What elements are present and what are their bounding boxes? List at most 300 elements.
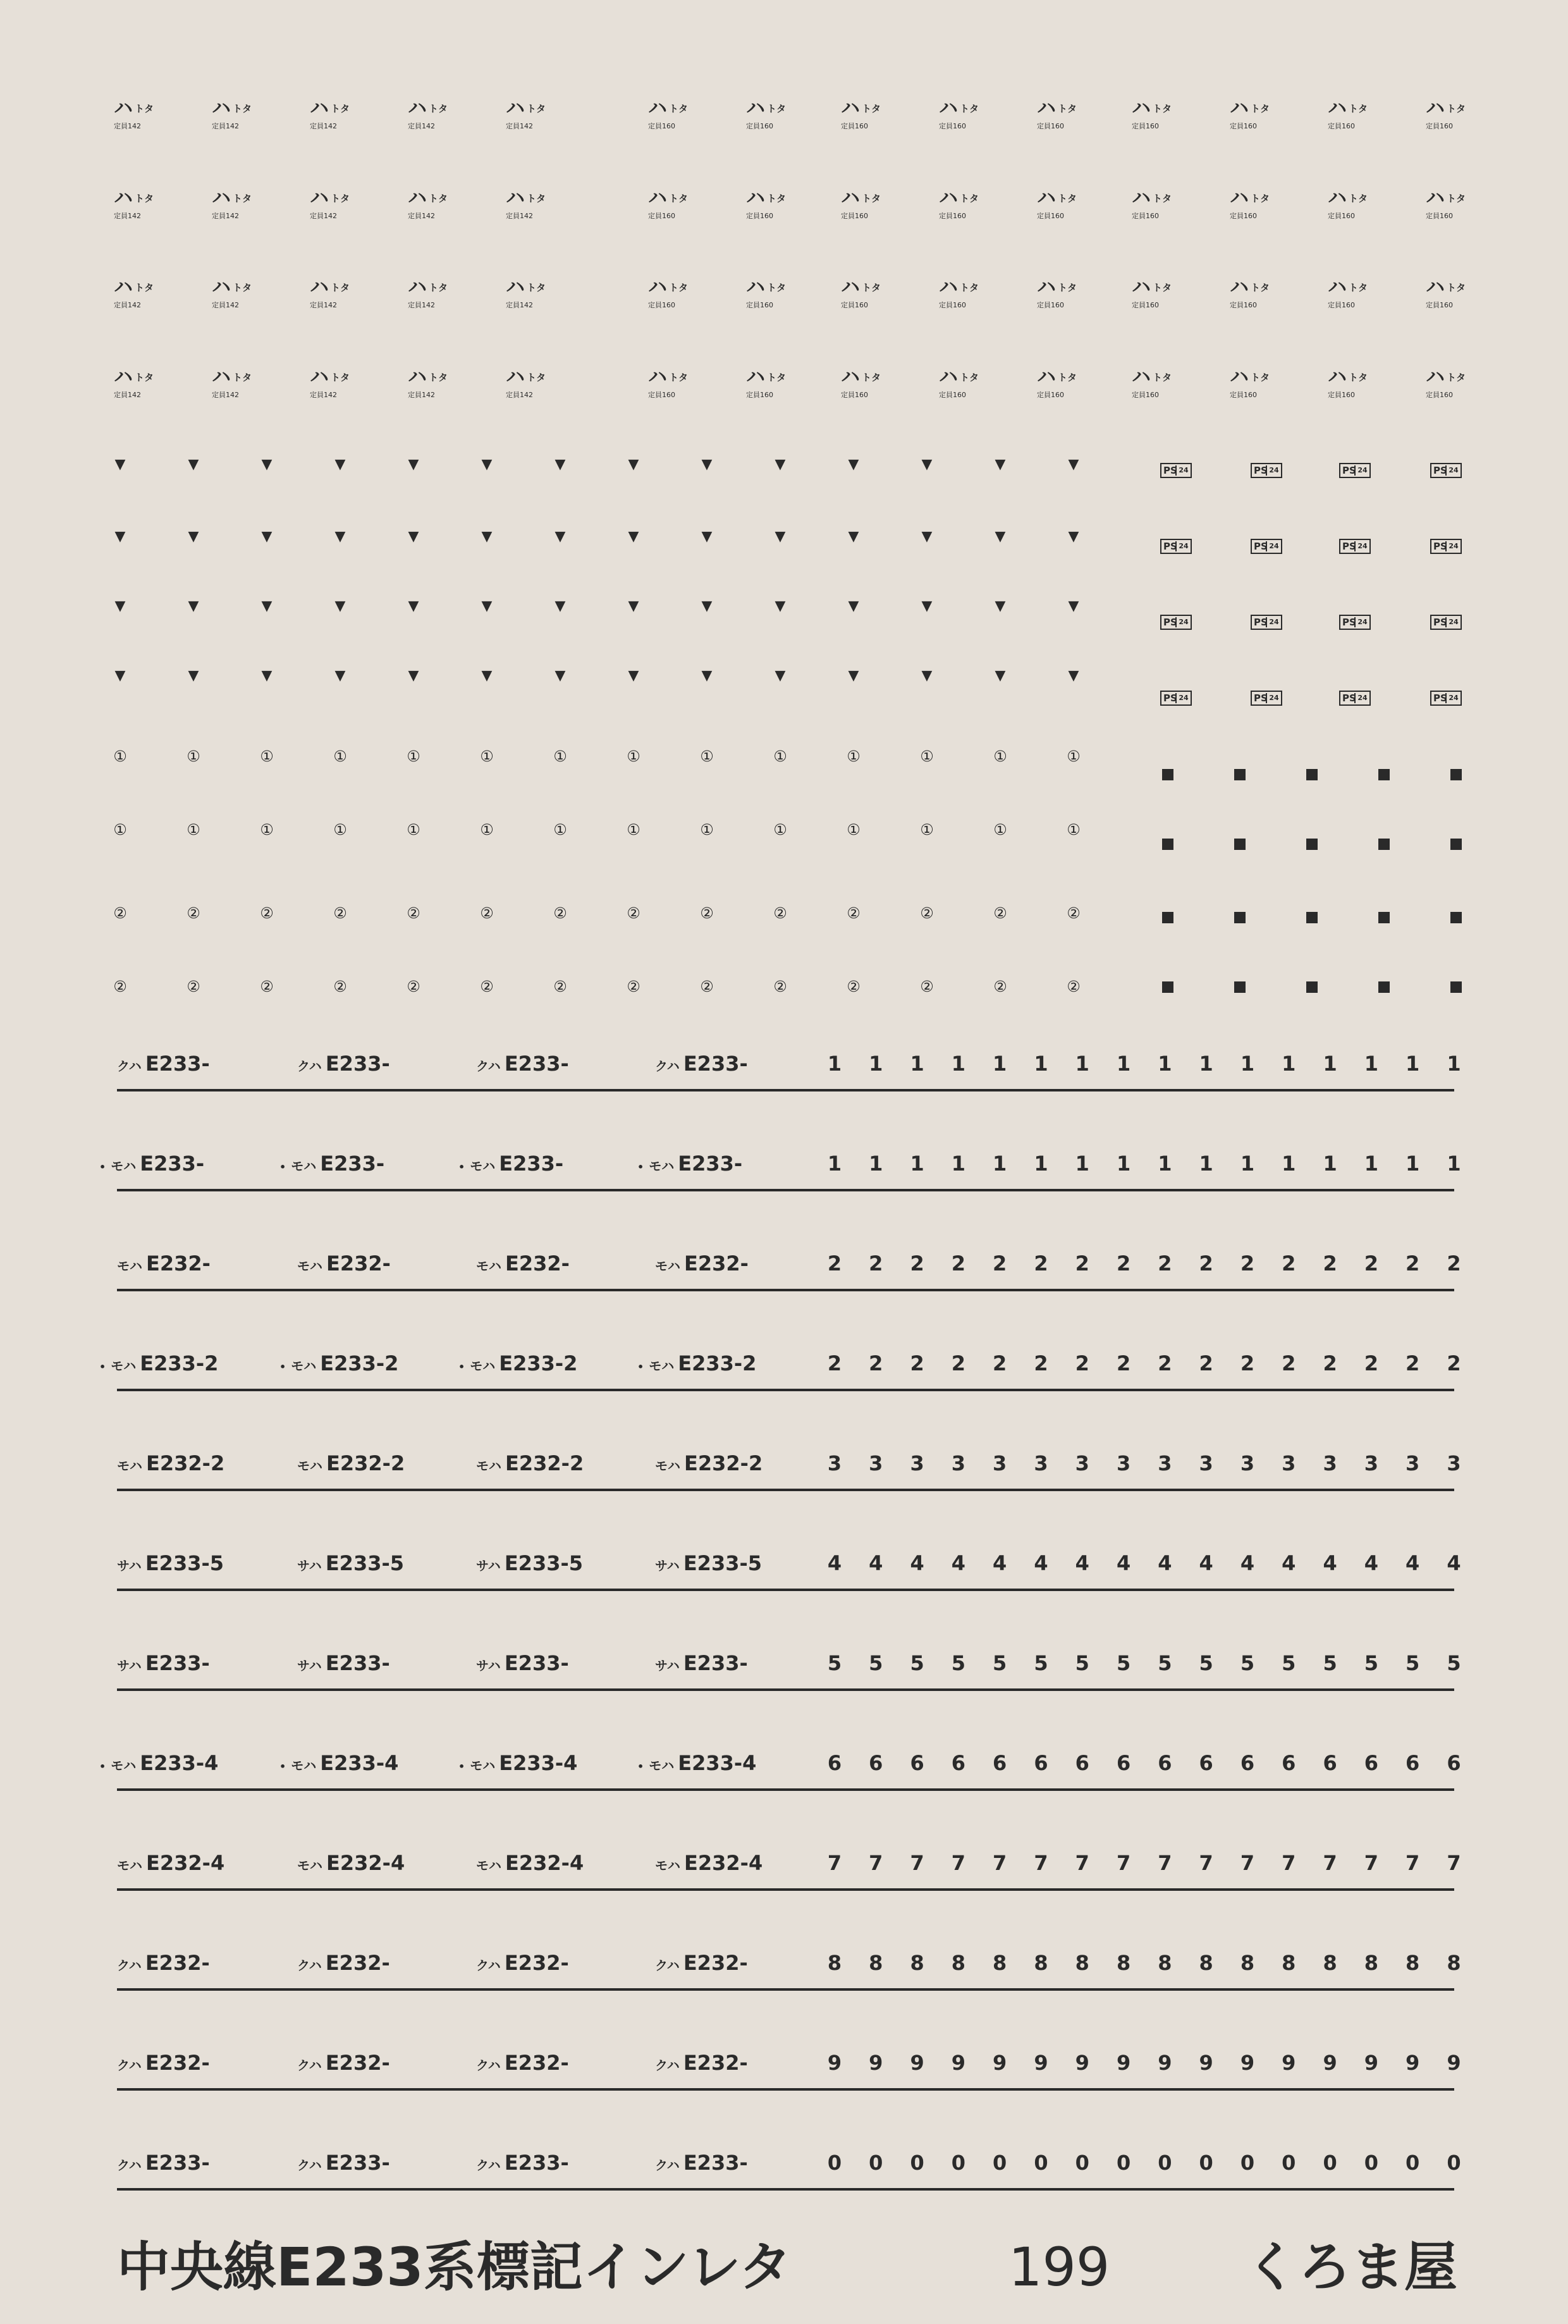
square-mark-icon [1306,769,1318,780]
digit-decal: 6 [910,1751,924,1775]
digit-decal: 1 [1406,1052,1420,1076]
depot-kanji [1037,367,1077,388]
car-type-kana: モハ [476,1858,501,1873]
car-series: E233- [683,1651,748,1675]
car-type-kana: モハ [291,1758,317,1773]
digit-decal: 2 [1199,1251,1213,1276]
depot-mark [1426,98,1483,149]
digit-decal: 2 [910,1351,924,1375]
digit-decal: 7 [1240,1851,1255,1875]
depot-kanji-text: ハ [114,187,133,209]
triangle-mark-icon: ▼ [1068,598,1079,614]
digit-decal: 7 [1075,1851,1089,1875]
car-type-kana: クハ [117,1958,142,1973]
car-number-label [117,1950,210,1978]
digit-decal: 2 [827,1351,842,1375]
depot-kanji-text: ハ [1230,187,1249,209]
triangle-mark-icon: ▼ [334,668,346,684]
car-type-kana: モハ [291,1159,317,1174]
depot-kanji-text: ハ [939,276,958,298]
digit-decal: 4 [1323,1551,1337,1575]
capacity-mark [408,212,435,221]
triangle-mark-icon: ▼ [701,457,713,472]
depot-mark [114,98,171,149]
capacity-text: 定員142 [212,212,239,220]
car-series: E233- [683,2151,748,2175]
car-number-label [655,1850,763,1878]
square-mark-icon [1234,981,1246,993]
depot-kanji-text: ハ [1132,276,1151,298]
depot-mark [114,277,171,328]
depot-mark [746,98,803,149]
circled-two-icon: ② [700,978,714,995]
car-number-label [117,1251,211,1279]
depot-mark [746,188,803,238]
digit-decal: 4 [951,1551,966,1575]
capacity-text: 定員142 [114,122,141,130]
depot-kana: トタ [669,193,689,204]
depot-mark [1328,367,1385,417]
car-type-kana: サハ [655,1658,680,1673]
digit-decal: 5 [1282,1651,1296,1675]
car-number-label [279,1151,384,1180]
ps-letters: PS [1433,617,1447,628]
depot-kanji-text: ハ [841,366,860,388]
capacity-text: 定員160 [841,212,868,220]
depot-kanji-text: ハ [408,276,427,298]
triangle-mark-icon: ▼ [628,529,639,544]
car-series: E233-2 [140,1351,219,1375]
depot-mark [408,277,465,328]
depot-kana: トタ [527,372,546,383]
digit-decal: 7 [1323,1851,1337,1875]
digit-decal: 2 [1323,1251,1337,1276]
depot-mark [1132,188,1189,238]
triangle-mark-icon: ▼ [408,598,419,614]
car-number-label [637,1151,742,1180]
capacity-mark [841,301,868,310]
digit-decal: 0 [1034,2151,1048,2175]
digit-decal: 4 [1158,1551,1172,1575]
digit-decal: 9 [827,2051,842,2075]
depot-kana: トタ [960,372,979,383]
car-series: E232- [325,1951,390,1975]
depot-kana: トタ [331,282,350,293]
triangle-mark-icon: ▼ [995,668,1006,684]
digit-decal: 0 [910,2151,924,2175]
depot-kanji-text: ハ [841,276,860,298]
depot-kanji-text: ハ [1230,97,1249,120]
car-type-kana: モハ [111,1159,137,1174]
car-type-kana: モハ [297,1458,322,1473]
depot-kana: トタ [233,103,252,114]
digit-decal: 2 [1240,1351,1255,1375]
ps-mark-icon [1160,539,1192,554]
depot-kana: トタ [429,103,448,114]
depot-kanji-text: ハ [1426,187,1445,209]
triangle-mark-icon: ▼ [114,529,126,544]
digit-decal: 0 [827,2151,842,2175]
capacity-text: 定員160 [1132,212,1159,220]
car-series: E233-4 [320,1751,399,1775]
depot-kanji-text: ハ [408,366,427,388]
ps-mark-icon [1160,691,1192,706]
car-series: E233- [504,1052,569,1076]
depot-kanji [841,188,881,209]
digit-decal: 5 [1116,1651,1131,1675]
ps-sub: 24 [1175,693,1191,703]
triangle-mark-icon: ▼ [334,529,346,544]
capacity-mark [506,212,533,221]
depot-kanji-text: ハ [212,366,231,388]
depot-kanji [746,277,786,298]
triangle-mark-icon: ▼ [848,668,859,684]
capacity-text: 定員160 [1426,391,1453,399]
digit-decal: 6 [1282,1751,1296,1775]
depot-kanji-text: ハ [841,187,860,209]
car-number-label [297,2150,390,2178]
car-number-label [655,1251,749,1279]
depot-kanji [1328,188,1368,209]
depot-kanji [1426,277,1466,298]
car-number-label [637,1750,756,1780]
depot-kanji [1037,98,1077,120]
digit-decal: 7 [1282,1851,1296,1875]
depot-kanji-text: ハ [1328,276,1347,298]
digit-decal: 4 [993,1551,1007,1575]
capacity-text: 定員160 [648,301,675,309]
capacity-mark [1230,391,1257,400]
triangle-mark-icon: ▼ [1068,529,1079,544]
depot-kana: トタ [331,372,350,383]
digit-decal: 1 [827,1152,842,1176]
capacity-text: 定員160 [746,301,773,309]
ps-letters: PS [1163,465,1177,476]
depot-kanji [1037,188,1077,209]
digit-decal: 1 [1075,1052,1089,1076]
ps-sub: 24 [1354,617,1369,627]
depot-kana: トタ [1058,282,1077,293]
car-number-label [655,1051,748,1079]
car-type-kana: モハ [117,1458,142,1473]
car-type-kana: サハ [117,1558,142,1573]
digit-decal: 5 [1364,1651,1379,1675]
digit-decal: 7 [869,1851,883,1875]
capacity-mark [648,391,675,400]
depot-kana: トタ [1251,282,1270,293]
digit-decal: 0 [1116,2151,1131,2175]
capacity-mark [310,122,337,131]
circled-one-icon: ① [920,747,934,765]
depot-kanji [212,188,252,209]
depot-kanji [1328,98,1368,120]
digit-decal: 1 [1199,1052,1213,1076]
circled-one-icon: ① [480,821,494,839]
capacity-mark [939,301,966,310]
digit-decal: 1 [1406,1152,1420,1176]
square-mark-icon [1306,981,1318,993]
square-mark-icon [1450,769,1462,780]
car-series: E232-4 [684,1851,763,1875]
depot-kanji-text: ハ [212,97,231,120]
capacity-text: 定員160 [746,212,773,220]
triangle-mark-icon: ▼ [1068,668,1079,684]
depot-kana: トタ [862,193,881,204]
car-type-kana: クハ [476,1059,501,1074]
depot-kana: トタ [1251,372,1270,383]
digit-decal: 1 [1075,1152,1089,1176]
depot-kana: トタ [862,372,881,383]
capacity-mark [114,122,141,131]
square-mark-icon [1162,912,1173,923]
ps-mark-icon [1160,463,1192,478]
capacity-mark [746,122,773,131]
depot-mark [408,367,465,417]
capacity-mark [939,122,966,131]
capacity-mark [841,212,868,221]
digit-decal: 5 [1034,1651,1048,1675]
circled-one-icon: ① [993,821,1007,839]
depot-kana: トタ [527,193,546,204]
digit-decal: 8 [827,1951,842,1975]
car-number-label [117,1051,210,1079]
capacity-text: 定員160 [1230,212,1257,220]
digit-decal: 3 [1447,1451,1461,1475]
cut-line [117,1988,1454,1991]
depot-mark [1230,277,1287,328]
digit-decal: 0 [869,2151,883,2175]
digit-decal: 4 [1240,1551,1255,1575]
car-type-kana: モハ [117,1258,142,1274]
depot-mark [506,188,563,238]
digit-decal: 4 [827,1551,842,1575]
capacity-mark [1132,301,1159,310]
depot-kanji [212,367,252,388]
depot-kanji [648,367,688,388]
digit-decal: 1 [827,1052,842,1076]
car-number-label [655,2150,748,2178]
capacity-text: 定員160 [1037,122,1064,130]
car-type-kana: モハ [297,1858,322,1873]
car-type-kana: クハ [297,1059,322,1074]
depot-kanji [408,98,448,120]
ps-letters: PS [1433,692,1447,704]
capacity-mark [1132,391,1159,400]
capacity-mark [746,391,773,400]
capacity-mark [746,301,773,310]
depot-kanji [841,367,881,388]
car-type-kana: モハ [291,1358,317,1374]
digit-decal: 5 [993,1651,1007,1675]
digit-decal: 4 [1447,1551,1461,1575]
depot-mark [746,367,803,417]
car-type-kana: モハ [655,1258,680,1274]
depot-kanji [114,367,154,388]
square-mark-icon [1378,912,1390,923]
digit-decal: 3 [827,1451,842,1475]
triangle-mark-icon: ▼ [481,529,493,544]
circled-two-icon: ② [773,978,787,995]
cut-line [117,2088,1454,2091]
depot-kana: トタ [767,103,787,114]
depot-mark [408,188,465,238]
capacity-mark [114,301,141,310]
car-series: E232- [504,1951,569,1975]
depot-kana: トタ [1349,282,1368,293]
digit-decal: 4 [1364,1551,1379,1575]
circled-two-icon: ② [113,904,127,922]
circled-one-icon: ① [553,821,567,839]
capacity-text: 定員160 [1037,301,1064,309]
digit-decal: 3 [1075,1451,1089,1475]
depot-kanji-text: ハ [408,187,427,209]
cut-line [117,1389,1454,1391]
car-number-label [476,1651,569,1678]
square-mark-icon [1162,839,1173,850]
capacity-text: 定員160 [1328,212,1355,220]
ps-mark-icon [1339,539,1371,554]
circled-one-icon: ① [773,821,787,839]
depot-mark [212,277,269,328]
digit-decal: 8 [1323,1951,1337,1975]
car-type-kana: クハ [655,2058,680,2073]
digit-decal: 9 [1075,2051,1089,2075]
depot-kana: トタ [1349,372,1368,383]
car-type-kana: クハ [297,2158,322,2173]
depot-kanji [939,98,979,120]
digit-decal: 4 [1116,1551,1131,1575]
digit-decal: 8 [1447,1951,1461,1975]
capacity-text: 定員142 [212,391,239,399]
car-type-kana: クハ [655,2158,680,2173]
car-type-kana: モハ [111,1358,137,1374]
car-type-kana: クハ [297,2058,322,2073]
car-number-label [297,1950,390,1978]
depot-kanji [506,367,546,388]
depot-mark [648,277,705,328]
depot-mark [506,367,563,417]
digit-decal: 1 [1034,1052,1048,1076]
cut-line [117,1589,1454,1591]
digit-decal: 8 [1364,1951,1379,1975]
digit-decal: 2 [1364,1351,1379,1375]
digit-decal: 5 [827,1651,842,1675]
depot-kana: トタ [429,282,448,293]
capacity-mark [1037,301,1064,310]
depot-kanji [1230,188,1270,209]
car-number-label [297,1451,405,1479]
bullet-dot: • [99,1161,106,1173]
ps-mark-icon [1160,615,1192,630]
depot-kana: トタ [1153,103,1172,114]
car-number-label [637,1351,756,1380]
digit-decal: 2 [1323,1351,1337,1375]
depot-kanji [746,367,786,388]
digit-decal: 8 [1034,1951,1048,1975]
circled-one-icon: ① [920,821,934,839]
triangle-mark-icon: ▼ [114,598,126,614]
digit-decal: 2 [869,1251,883,1276]
depot-kana: トタ [1447,193,1466,204]
digit-decal: 5 [1075,1651,1089,1675]
circled-one-icon: ① [480,747,494,765]
depot-kanji [114,98,154,120]
car-number-label [117,1551,224,1578]
capacity-text: 定員160 [746,122,773,130]
triangle-mark-icon: ▼ [261,457,273,472]
digit-decal: 8 [910,1951,924,1975]
depot-mark [1328,98,1385,149]
depot-kanji [310,98,350,120]
depot-mark [310,98,367,149]
car-type-kana: モハ [470,1758,496,1773]
capacity-mark [1230,212,1257,221]
car-type-kana: モハ [470,1358,496,1374]
depot-kanji [506,98,546,120]
car-type-kana: サハ [117,1658,142,1673]
car-series: E233-5 [504,1551,584,1575]
depot-mark [212,98,269,149]
digit-decal: 6 [827,1751,842,1775]
depot-kana: トタ [1058,103,1077,114]
sheet-title: 中央線E233系標記インレタ [117,2236,792,2298]
digit-decal: 2 [827,1251,842,1276]
triangle-mark-icon: ▼ [408,668,419,684]
digit-decal: 8 [1199,1951,1213,1975]
capacity-text: 定員160 [648,391,675,399]
car-series: E233-5 [325,1551,405,1575]
depot-kana: トタ [429,372,448,383]
triangle-mark-icon: ▼ [261,598,273,614]
ps-sub: 24 [1175,617,1191,627]
depot-mark [939,188,996,238]
digit-decal: 8 [1075,1951,1089,1975]
triangle-mark-icon: ▼ [554,457,566,472]
depot-mark [1328,277,1385,328]
circled-two-icon: ② [920,978,934,995]
ps-sub: 24 [1445,617,1461,627]
car-type-kana: クハ [117,2158,142,2173]
car-type-kana: モハ [470,1159,496,1174]
square-mark-icon [1306,839,1318,850]
ps-sub: 24 [1445,541,1461,551]
digit-decal: 1 [1116,1052,1131,1076]
ps-sub: 24 [1266,541,1281,551]
digit-decal: 6 [1199,1751,1213,1775]
triangle-mark-icon: ▼ [408,529,419,544]
digit-decal: 0 [1364,2151,1379,2175]
depot-kana: トタ [1058,372,1077,383]
ps-letters: PS [1342,692,1356,704]
sheet-number: 199 [1008,2236,1110,2298]
capacity-mark [310,391,337,400]
ps-mark-icon [1430,463,1462,478]
depot-mark [841,277,898,328]
digit-decal: 2 [1364,1251,1379,1276]
cut-line [117,1189,1454,1191]
capacity-text: 定員142 [310,212,337,220]
car-series: E233-2 [320,1351,399,1375]
digit-decal: 9 [869,2051,883,2075]
depot-kanji-text: ハ [114,97,133,120]
depot-mark [939,277,996,328]
depot-kanji [408,277,448,298]
depot-kana: トタ [135,372,154,383]
digit-decal: 1 [1116,1152,1131,1176]
square-mark-icon [1450,912,1462,923]
depot-kanji [1230,367,1270,388]
digit-decal: 6 [1034,1751,1048,1775]
